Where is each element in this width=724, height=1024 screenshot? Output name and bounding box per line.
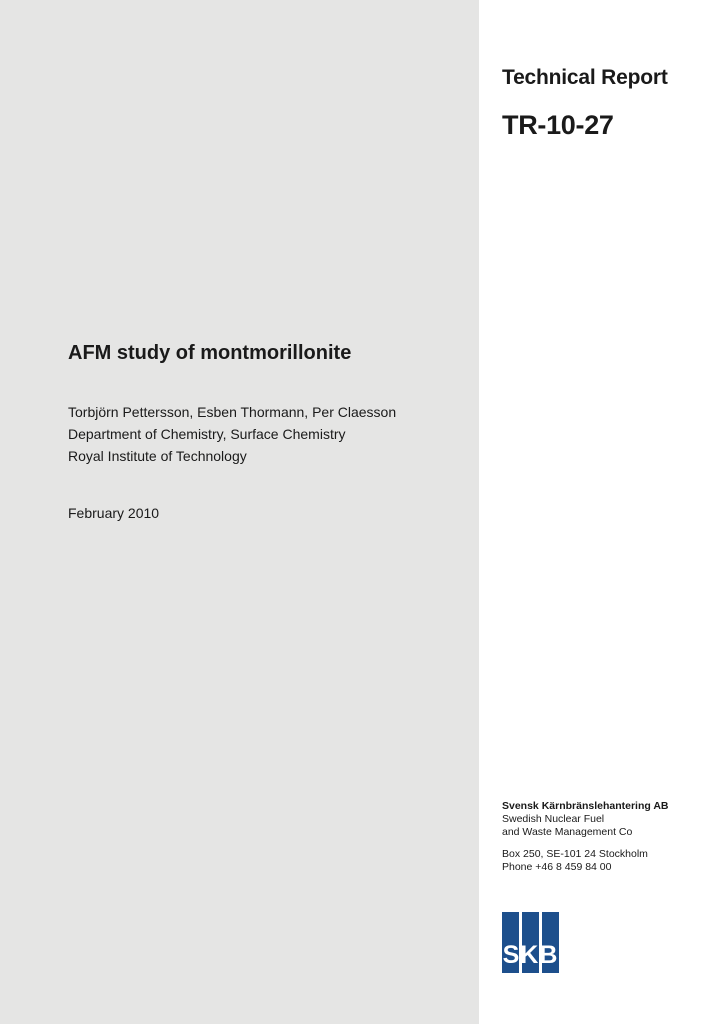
publisher-english-name-1: Swedish Nuclear Fuel (502, 813, 605, 825)
document-title: AFM study of montmorillonite (68, 342, 352, 364)
authors: Torbjörn Pettersson, Esben Thormann, Per Claesson (68, 404, 397, 420)
skb-logo-icon (502, 912, 559, 973)
publication-date: February 2010 (68, 505, 160, 521)
publisher-address: Box 250, SE-101 24 Stockholm (502, 848, 648, 860)
report-number: TR-10-27 (502, 110, 614, 140)
skb-logo-text: SKB (502, 941, 559, 969)
institute: Royal Institute of Technology (68, 448, 247, 464)
publisher-english-name-2: and Waste Management Co (502, 826, 633, 838)
department: Department of Chemistry, Surface Chemistry (68, 426, 346, 442)
publisher-name: Svensk Kärnbränslehantering AB (502, 800, 669, 812)
series-label: Technical Report (502, 66, 668, 89)
publisher-phone: Phone +46 8 459 84 00 (502, 861, 612, 873)
publisher-block (502, 800, 712, 874)
